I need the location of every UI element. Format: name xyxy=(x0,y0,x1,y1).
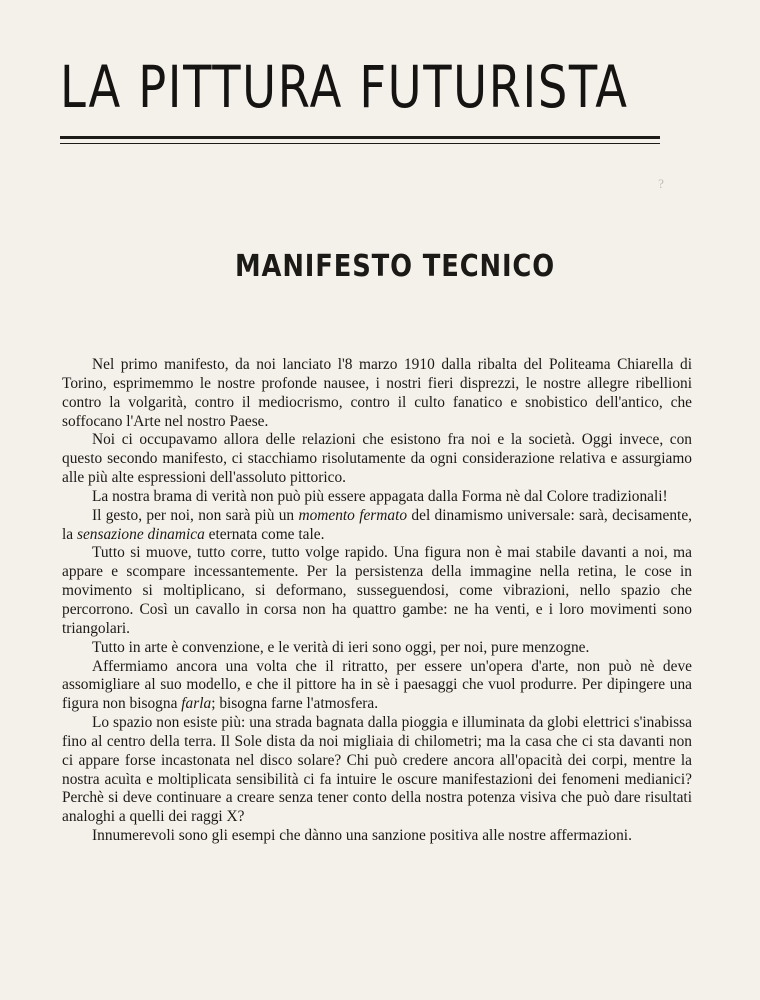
paragraph-7-part-2: ; bisogna farne l'atmosfera. xyxy=(211,695,379,713)
paragraph-9: Innumerevoli sono gli esempi che dànno una sanzione positiva alle nostre affermazioni. xyxy=(92,827,632,845)
emphasis-momento-fermato: momento fermato xyxy=(298,506,408,524)
emphasis-farla: farla xyxy=(181,695,212,713)
paragraph-7-part-1: Affermiamo ancora una volta che il ritratto, per essere un'opera d'arte, non può nè deve assomigliare al suo modello, e che il pittore ha in sè i paesaggi che vuol produrre. Per dipingere una figura non bisogna xyxy=(62,657,692,713)
page-title: LA PITTURA FUTURISTA xyxy=(60,53,629,121)
pencil-mark: ? xyxy=(658,176,664,191)
paragraph-5: Tutto si muove, tutto corre, tutto volge rapido. Una figura non è mai stabile davanti a noi, ma appare e scompare incessantemente. Per la persistenza della immagine nella retina, le cose in movimento si moltiplicano, si deformano, susseguendosi, come vibrazioni, nello spazio che percorrono. Così un cavallo in corsa non ha quattro gambe: ne ha venti, e i loro movimenti sono triangolari. xyxy=(62,544,692,637)
paragraph-4-part-1: Il gesto, per noi, non sarà più un xyxy=(92,506,299,524)
paragraph-4-part-3: eternata come tale. xyxy=(204,525,325,543)
paragraph-4-part-2: del dinamismo universale: sarà, decisamente, la xyxy=(62,506,692,543)
paragraph-8: Lo spazio non esiste più: una strada bagnata dalla pioggia e illuminata da globi elettrici s'inabissa fino al centro della terra. Il Sole dista da noi migliaia di chilometri; ma la casa che ci sta davanti non ci appare forse incastonata nel disco solare? Chi può credere ancora all'opacità dei corpi, mentre la nostra acuìta e moltiplicata sensibilità ci fa intuire le oscure manifestazioni dei fenomeni medianici? Perchè si deve continuare a creare senza tener conto della nostra potenza visiva che può dare risultati analoghi a quelli dei raggi X? xyxy=(62,714,692,826)
paragraph-3: La nostra brama di verità non può più essere appagata dalla Forma nè dal Colore tradizionali! xyxy=(92,487,668,505)
paragraph-2: Noi ci occupavamo allora delle relazioni che esistono fra noi e la società. Oggi invece, con questo secondo manifesto, ci stacchiamo risolutamente da ogni considerazione relativa e assurgiamo alle più alte espressioni dell'assoluto pittorico. xyxy=(62,431,692,487)
paragraph-4 xyxy=(62,507,692,545)
emphasis-sensazione-dinamica: sensazione dinamica xyxy=(76,525,205,543)
title-rule-thin xyxy=(60,143,660,144)
paragraph-6: Tutto in arte è convenzione, e le verità di ieri sono oggi, per noi, pure menzogne. xyxy=(92,638,590,656)
title-rule-thick xyxy=(60,136,660,139)
paragraph-7 xyxy=(62,658,692,715)
manifesto-body xyxy=(62,356,692,846)
paragraph-1: Nel primo manifesto, da noi lanciato l'8 marzo 1910 dalla ribalta del Politeama Chiarella di Torino, esprimemmo le nostre profonde nausee, i nostri fieri disprezzi, le nostre allegre ribellioni contro la volgarità, contro il mediocrismo, contro il culto fanatico e snobistico dell'antico, che soffocano l'Arte nel nostro Paese. xyxy=(62,356,692,430)
manifesto-subtitle: MANIFESTO TECNICO xyxy=(234,249,556,284)
